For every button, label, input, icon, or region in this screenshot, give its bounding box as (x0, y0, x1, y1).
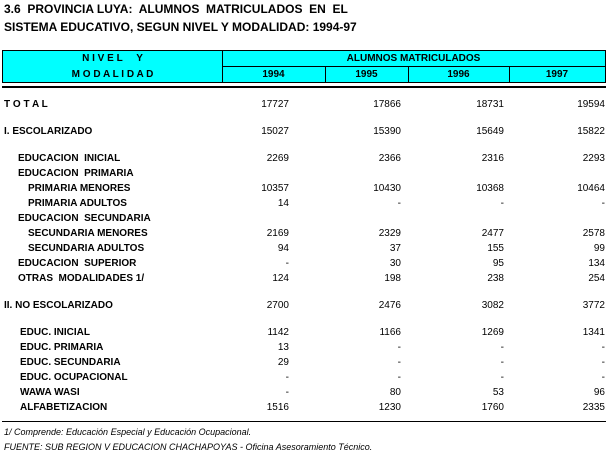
cell-1996: 1269 (481, 327, 504, 338)
table-row (0, 371, 608, 385)
table-row (0, 152, 608, 166)
cell-1996: 238 (487, 273, 504, 284)
cell-1997: - (601, 372, 605, 383)
table-row (0, 272, 608, 286)
title-line-2: SISTEMA EDUCATIVO, SEGUN NIVEL Y MODALIDAD: 1994-97 (4, 20, 357, 34)
cell-1997: - (601, 357, 605, 368)
row-label: ALFABETIZACION (20, 402, 108, 413)
cell-1997: 2578 (582, 228, 605, 239)
cell-1995: 15390 (373, 126, 401, 137)
header-modalidad: M O D A L I D A D (71, 69, 154, 80)
cell-1995: 2366 (378, 153, 401, 164)
row-label: T O T A L (4, 99, 48, 110)
table-row (0, 98, 608, 112)
cell-1997: 99 (593, 243, 605, 254)
header-alumnos-matriculados: ALUMNOS MATRICULADOS (346, 53, 481, 64)
cell-1996: 15649 (476, 126, 504, 137)
cell-1995: 1166 (379, 327, 401, 338)
header-bottom-rule (2, 86, 606, 88)
cell-1995: 37 (389, 243, 401, 254)
cell-1995: - (397, 372, 401, 383)
cell-1994: 15027 (261, 126, 289, 137)
table-row (0, 386, 608, 400)
cell-1997: 15822 (577, 126, 605, 137)
table-row (0, 182, 608, 196)
cell-1996: 95 (492, 258, 504, 269)
header-year: 1997 (545, 69, 569, 80)
row-label: WAWA WASI (20, 387, 80, 398)
row-label: PRIMARIA ADULTOS (28, 198, 127, 209)
row-label: OTRAS MODALIDADES 1/ (18, 273, 145, 284)
row-label: EDUC. INICIAL (20, 327, 90, 338)
cell-1994: 2269 (266, 153, 289, 164)
cell-1997: 1341 (582, 327, 605, 338)
cell-1997: 2335 (582, 402, 605, 413)
cell-1996: 1760 (481, 402, 504, 413)
title-line-1: 3.6 PROVINCIA LUYA: ALUMNOS MATRICULADOS EN EL (4, 2, 348, 16)
cell-1996: 10368 (476, 183, 504, 194)
cell-1994: 14 (277, 198, 289, 209)
footnote: 1/ Comprende: Educación Especial y Educación Ocupacional. (4, 427, 252, 437)
row-label: EDUC. SECUNDARIA (20, 357, 121, 368)
cell-1994: 2169 (266, 228, 289, 239)
table-row (0, 227, 608, 241)
cell-1995: 198 (384, 273, 401, 284)
cell-1995: 17866 (373, 99, 401, 110)
cell-1997: 134 (588, 258, 605, 269)
cell-1994: 1142 (267, 327, 289, 338)
cell-1996: 2477 (481, 228, 504, 239)
table-row (0, 326, 608, 340)
row-label: II. NO ESCOLARIZADO (4, 300, 113, 311)
cell-1994: 94 (277, 243, 289, 254)
cell-1996: - (500, 372, 504, 383)
row-label: SECUNDARIA MENORES (28, 228, 148, 239)
cell-1996: - (500, 198, 504, 209)
cell-1994: 13 (277, 342, 289, 353)
cell-1997: 96 (593, 387, 605, 398)
cell-1994: 124 (272, 273, 289, 284)
table-row (0, 257, 608, 271)
table-row (0, 356, 608, 370)
table-row (0, 242, 608, 256)
table-row (0, 212, 608, 226)
cell-1995: 1230 (378, 402, 401, 413)
cell-1994: 29 (277, 357, 289, 368)
cell-1995: - (397, 198, 401, 209)
table-row (0, 125, 608, 139)
table-row (0, 197, 608, 211)
table-bottom-rule (2, 421, 606, 422)
row-label: EDUCACION SECUNDARIA (18, 213, 151, 224)
cell-1994: 10357 (261, 183, 289, 194)
cell-1995: - (397, 357, 401, 368)
cell-1997: 2293 (582, 153, 605, 164)
table-row (0, 341, 608, 355)
header-year: 1994 (262, 69, 285, 80)
cell-1996: 155 (487, 243, 504, 254)
cell-1995: 30 (389, 258, 401, 269)
table-row (0, 167, 608, 181)
row-label: EDUC. OCUPACIONAL (20, 372, 128, 383)
cell-1995: 80 (389, 387, 401, 398)
header-divider (222, 66, 605, 67)
cell-1994: 1516 (266, 402, 289, 413)
cell-1994: - (285, 372, 289, 383)
row-label: SECUNDARIA ADULTOS (28, 243, 145, 254)
header-year: 1996 (447, 69, 470, 80)
cell-1996: 18731 (476, 99, 504, 110)
cell-1996: 2316 (481, 153, 504, 164)
row-label: PRIMARIA MENORES (28, 183, 131, 194)
cell-1994: - (285, 387, 289, 398)
cell-1996: - (500, 357, 504, 368)
cell-1997: - (601, 342, 605, 353)
cell-1997: - (601, 198, 605, 209)
cell-1996: 3082 (481, 300, 504, 311)
cell-1997: 10464 (577, 183, 605, 194)
cell-1996: - (500, 342, 504, 353)
header-nivel: N I V E L Y (82, 53, 143, 64)
cell-1995: 2476 (378, 300, 401, 311)
cell-1995: 10430 (373, 183, 401, 194)
table-header (2, 50, 606, 83)
cell-1994: 17727 (261, 99, 289, 110)
cell-1994: 2700 (266, 300, 289, 311)
row-label: EDUCACION PRIMARIA (18, 168, 134, 179)
row-label: EDUC. PRIMARIA (20, 342, 104, 353)
cell-1997: 19594 (577, 99, 605, 110)
header-year: 1995 (355, 69, 378, 80)
cell-1996: 53 (492, 387, 504, 398)
cell-1994: - (285, 258, 289, 269)
table-row (0, 299, 608, 313)
row-label: I. ESCOLARIZADO (4, 126, 93, 137)
cell-1997: 254 (588, 273, 605, 284)
table-row (0, 401, 608, 415)
source-note: FUENTE: SUB REGION V EDUCACION CHACHAPOYAS - Oficina Asesoramiento Técnico. (4, 442, 373, 452)
cell-1995: - (397, 342, 401, 353)
row-label: EDUCACION SUPERIOR (18, 258, 137, 269)
row-label: EDUCACION INICIAL (18, 153, 121, 164)
cell-1995: 2329 (378, 228, 401, 239)
cell-1997: 3772 (582, 300, 605, 311)
